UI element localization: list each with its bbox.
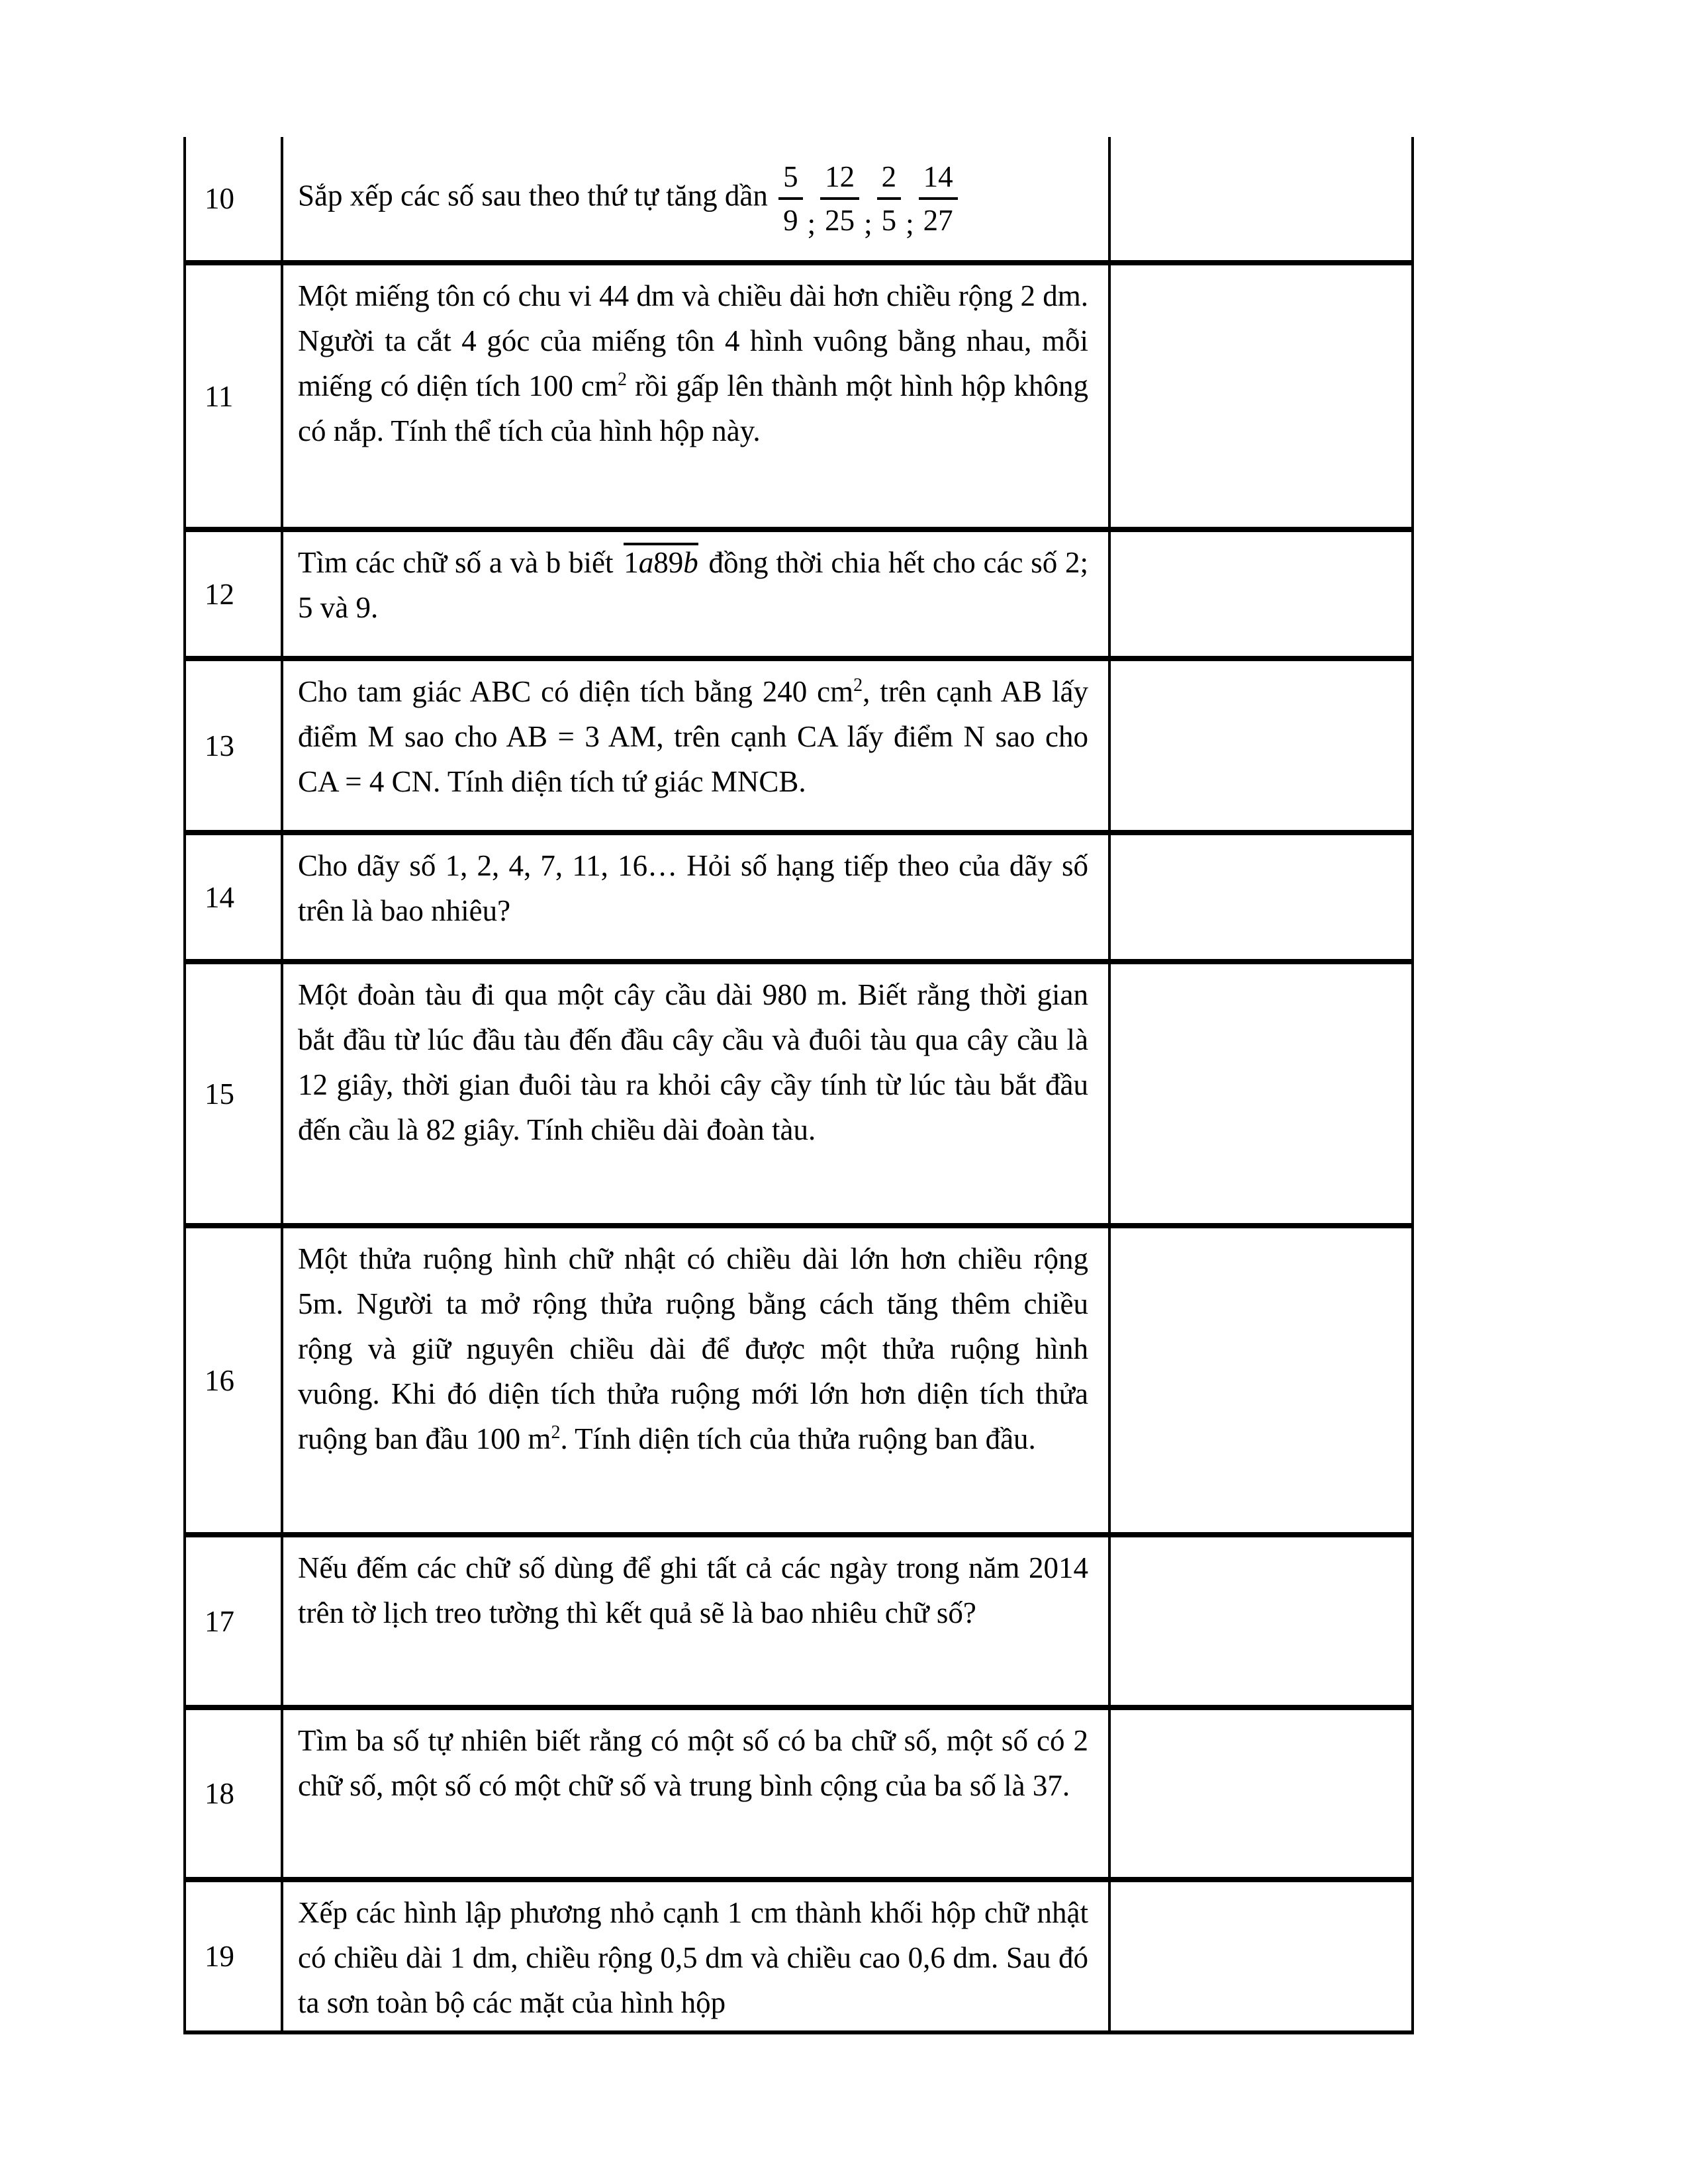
row-number-cell <box>183 1537 281 1705</box>
row-number-cell <box>183 1710 281 1877</box>
problem-text: Một đoàn tàu đi qua một cây cầu dài 980 m. Biết rằng thời gian bắt đầu từ lúc đầu tàu đến đầu cây cầu và đuôi tàu qua cây cầu là 12 giây, thời gian đuôi tàu ra khỏi cây cầy tính từ lúc tàu bắt đầu đến cầu là 82 giây. Tính chiều dài đoàn tàu. <box>298 978 1088 1146</box>
problem-text: Nếu đếm các chữ số dùng để ghi tất cả các ngày trong năm 2014 trên tờ lịch treo tường thì kết quả sẽ là bao nhiêu chữ số? <box>298 1551 1088 1629</box>
row-number-cell <box>183 137 281 260</box>
fraction <box>778 158 803 240</box>
table-row <box>183 964 1414 1228</box>
fraction <box>820 158 859 240</box>
fraction-separator: ; <box>906 207 914 241</box>
digit-group: 89 <box>653 546 684 579</box>
answer-cell <box>1108 1710 1414 1877</box>
italic-letter: a <box>638 546 654 579</box>
problem-cell <box>281 532 1108 656</box>
problem-cell <box>281 137 1108 260</box>
problem-text: Một thửa ruộng hình chữ nhật có chiều dài lớn hơn chiều rộng 5m. Người ta mở rộng thửa ruộng bằng cách tăng thêm chiều rộng và giữ nguyên chiều dài để được một thửa ruộng hình vuông. Khi đó diện tích thửa ruộng mới lớn hơn diện tích thửa ruộng ban đầu 100 $m^2$. Tính diện tích của thửa ruộng ban đầu. <box>298 1242 1088 1455</box>
table-row <box>183 532 1414 661</box>
fraction-numerator: 2 <box>877 158 902 200</box>
answer-cell <box>1108 137 1414 260</box>
problems-table <box>183 137 1414 2034</box>
table-row <box>183 1537 1414 1710</box>
answer-cell <box>1108 835 1414 959</box>
fraction-denominator: 9 <box>783 204 798 237</box>
table-row <box>183 1710 1414 1882</box>
row-number-cell <box>183 265 281 527</box>
fraction-numerator: 5 <box>778 158 803 200</box>
answer-cell <box>1108 964 1414 1223</box>
row-number: 17 <box>205 1604 234 1638</box>
row-number: 10 <box>205 182 234 215</box>
superscript: 2 <box>618 369 628 390</box>
fraction-denominator: 5 <box>881 204 897 237</box>
problem-cell <box>281 964 1108 1223</box>
table-row <box>183 661 1414 835</box>
fraction <box>919 158 958 240</box>
row-number-cell <box>183 1882 281 2030</box>
problem-cell <box>281 1537 1108 1705</box>
answer-cell <box>1108 1228 1414 1532</box>
row-number: 13 <box>205 729 234 762</box>
row-number-cell <box>183 964 281 1223</box>
row-number: 16 <box>205 1363 234 1397</box>
row-number-cell <box>183 661 281 830</box>
fraction <box>877 158 902 240</box>
answer-cell <box>1108 661 1414 830</box>
table-row <box>183 265 1414 532</box>
problem-cell <box>281 661 1108 830</box>
row-number: 14 <box>205 880 234 914</box>
problem-cell <box>281 1710 1108 1877</box>
superscript: 2 <box>551 1422 561 1443</box>
answer-cell <box>1108 1537 1414 1705</box>
fraction-denominator: 25 <box>825 204 855 237</box>
answer-cell <box>1108 532 1414 656</box>
problem-text: Tìm ba số tự nhiên biết rằng có một số có ba chữ số, một số có 2 chữ số, một số có một chữ số và trung bình cộng của ba số là 37. <box>298 1724 1088 1802</box>
problem-text: Cho dãy số 1, 2, 4, 7, 11, 16… Hỏi số hạng tiếp theo của dãy số trên là bao nhiêu? <box>298 849 1088 927</box>
fraction-numerator: 14 <box>919 158 958 200</box>
fraction-numerator: 12 <box>820 158 859 200</box>
table-row <box>183 835 1414 964</box>
problem-text: Sắp xếp các số sau theo thứ tự tăng dần $\frac{5}{9}$ ; $\frac{12}{25}$ ; $\frac{2}{5}$ ; $\frac{14}{27}$ <box>298 158 961 240</box>
problem-text: Xếp các hình lập phương nhỏ cạnh 1 cm thành khối hộp chữ nhật có chiều dài 1 dm, chiều rộng 0,5 dm và chiều cao 0,6 dm. Sau đó ta sơn toàn bộ các mặt của hình hộp <box>298 1896 1088 2019</box>
problem-text: Tìm các chữ số a và b biết 1a89b đồng thời chia hết cho các số 2; 5 và 9. <box>298 540 1088 630</box>
problem-text: Một miếng tôn có chu vi 44 dm và chiều dài hơn chiều rộng 2 dm. Người ta cắt 4 góc của miếng tôn 4 hình vuông bằng nhau, mỗi miếng có diện tích 100 $cm^2$ rồi gấp lên thành một hình hộp không có nắp. Tính thể tích của hình hộp này. <box>298 279 1088 447</box>
row-number: 18 <box>205 1777 234 1810</box>
fraction-separator: ; <box>864 207 872 241</box>
row-number: 15 <box>205 1077 234 1111</box>
digit-group: 1 <box>624 546 639 579</box>
problem-cell <box>281 835 1108 959</box>
answer-cell <box>1108 265 1414 527</box>
row-number: 19 <box>205 1940 234 1973</box>
problem-cell <box>281 1882 1108 2030</box>
fraction-denominator: 27 <box>923 204 953 237</box>
row-number-cell <box>183 532 281 656</box>
row-number-cell <box>183 1228 281 1532</box>
table-row <box>183 137 1414 265</box>
superscript: 2 <box>853 675 863 696</box>
table-row <box>183 1228 1414 1537</box>
fraction-separator: ; <box>807 207 816 241</box>
table-row <box>183 1882 1414 2034</box>
problem-text: Cho tam giác ABC có diện tích bằng 240 $cm^2$, trên cạnh AB lấy điểm M sao cho AB = 3 AM, trên cạnh CA lấy điểm N sao cho CA = 4 CN. Tính diện tích tứ giác MNCB. <box>298 675 1088 798</box>
row-number: 12 <box>205 577 234 611</box>
answer-cell <box>1108 1882 1414 2030</box>
italic-letter: b <box>683 546 698 579</box>
problem-cell <box>281 1228 1108 1532</box>
overlined-number <box>624 543 698 578</box>
problem-cell <box>281 265 1108 527</box>
row-number-cell <box>183 835 281 959</box>
row-number: 11 <box>205 379 234 413</box>
